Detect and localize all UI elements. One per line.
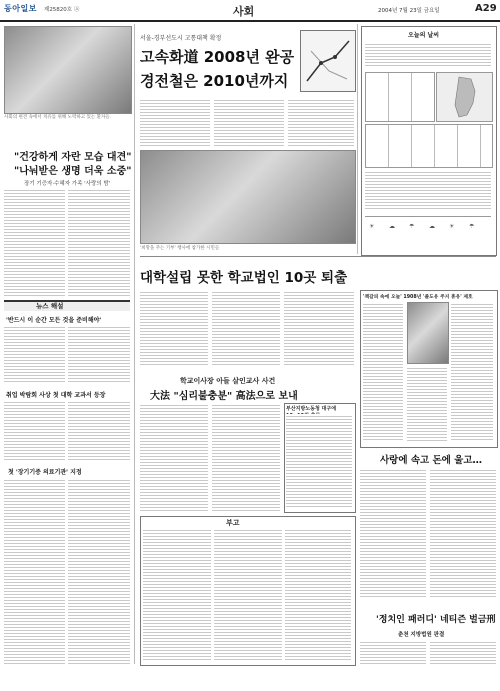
news-desk-text [4,400,65,462]
notice-text [214,528,282,661]
footer-kicker: 춘천 지방법원 판결 [398,632,445,638]
top-story-headline-1: 고속화道 2008년 완공 [140,48,295,66]
middle-headline: 대학설립 못한 학교법인 10곳 퇴출 [140,270,348,286]
issue-number: 제25820호 ⓐ [44,7,80,13]
weather-title: 오늘의 날씨 [408,32,440,39]
newspaper-logo: 동아일보 [4,4,37,13]
left-quote-headline-2: "나눠받은 생명 더욱 소중" [14,166,132,177]
top-story-kicker: 서울-경부선도시 고통대책 확정 [140,35,222,42]
top-story-text [140,98,210,146]
sub-box-text [286,414,352,508]
left-photo-caption: 사회의 편견 속에서 치유를 위해 노력하고 있는 환자들. [4,115,112,120]
route-map-graphic [301,31,355,91]
middle-article-text [212,290,280,365]
middle-article-text [140,290,208,365]
notice-text [143,528,211,661]
left-quote-headline-1: "건강하게 자란 모습 대견" [14,152,132,163]
top-story-photo [140,150,356,244]
top-story-photo-caption: '희망을 주는 기부' 행사에 참가한 시민들 [140,246,220,251]
publication-date: 2004년 7월 23일 금요일 [378,8,440,14]
sun-icon: ☀ [449,223,455,230]
page-number: A29 [475,3,497,14]
notice-title: 부고 [226,519,240,527]
route-map [300,30,356,92]
section-divider [140,256,496,257]
news-desk-item-3: 첫 '장기기증 의료기관' 지정 [8,469,82,476]
news-desk-bar [4,300,130,311]
news-desk-title: 뉴스 해설 [36,302,64,310]
column-rule [134,24,135,664]
left-photo [4,26,132,114]
news-desk-text [4,325,65,383]
book-box-title: '책갈피 속에 오늘' 1908년 '졸도유 주지 휴유' 제호 [363,295,473,300]
right-lower-text [430,468,496,598]
sub-box-title: 부산지방노동청 대구에 [286,406,337,412]
news-desk-item-2: 취업 박람회 사상 첫 대학 교과서 등장 [6,392,106,399]
notice-text [285,528,351,661]
top-story-text [288,98,354,146]
sub-story-text [212,403,280,511]
news-desk-text [68,325,130,383]
weather-summary [365,42,491,68]
right-lower-text [360,468,426,598]
footer-text [430,640,496,664]
column-rule [357,24,358,254]
news-desk-text [68,478,130,664]
book-box-text [451,302,493,442]
weather-forecast-table [365,124,493,168]
top-story-text [214,98,284,146]
left-article-text [4,188,65,296]
weather-regional-text [365,170,491,210]
sub-story-kicker: 학교이사장 아들 살인교사 사건 [180,377,276,385]
news-desk-text [4,478,65,664]
middle-article-text [284,290,354,365]
cloud-icon: ☁ [389,223,395,230]
news-desk-item-1: '반드시 이 순간 모든 것을 준비해야' [6,317,102,324]
footer-headline: '정치인 패러디' 네티즌 벌금刑 [376,615,496,625]
korea-map-graphic [437,73,492,121]
news-desk-text [68,400,130,462]
rain-icon: ☂ [409,223,415,230]
left-article-text [68,188,130,296]
top-story-headline-2: 경전철은 2010년까지 [140,72,289,90]
book-box-photo [407,302,449,364]
weather-icons-row [365,216,491,251]
sun-icon: ☀ [369,223,375,230]
right-lower-headline: 사랑에 속고 돈에 울고… [380,455,483,466]
book-box-text [363,302,403,442]
cloud-icon: ☁ [429,223,435,230]
weather-temp-table [365,72,435,122]
rain-icon: ☂ [469,223,475,230]
left-quote-subhead: 장기 기증자·수혜자 가족 '사랑의 밤' [24,181,111,187]
sub-story-text [140,403,208,511]
book-box-text [407,366,447,442]
footer-text [360,640,426,664]
section-title: 사회 [233,5,255,18]
sub-story-headline: 大法 "심리불충분" 高法으로 보내 [150,391,298,402]
weather-map [436,72,493,122]
